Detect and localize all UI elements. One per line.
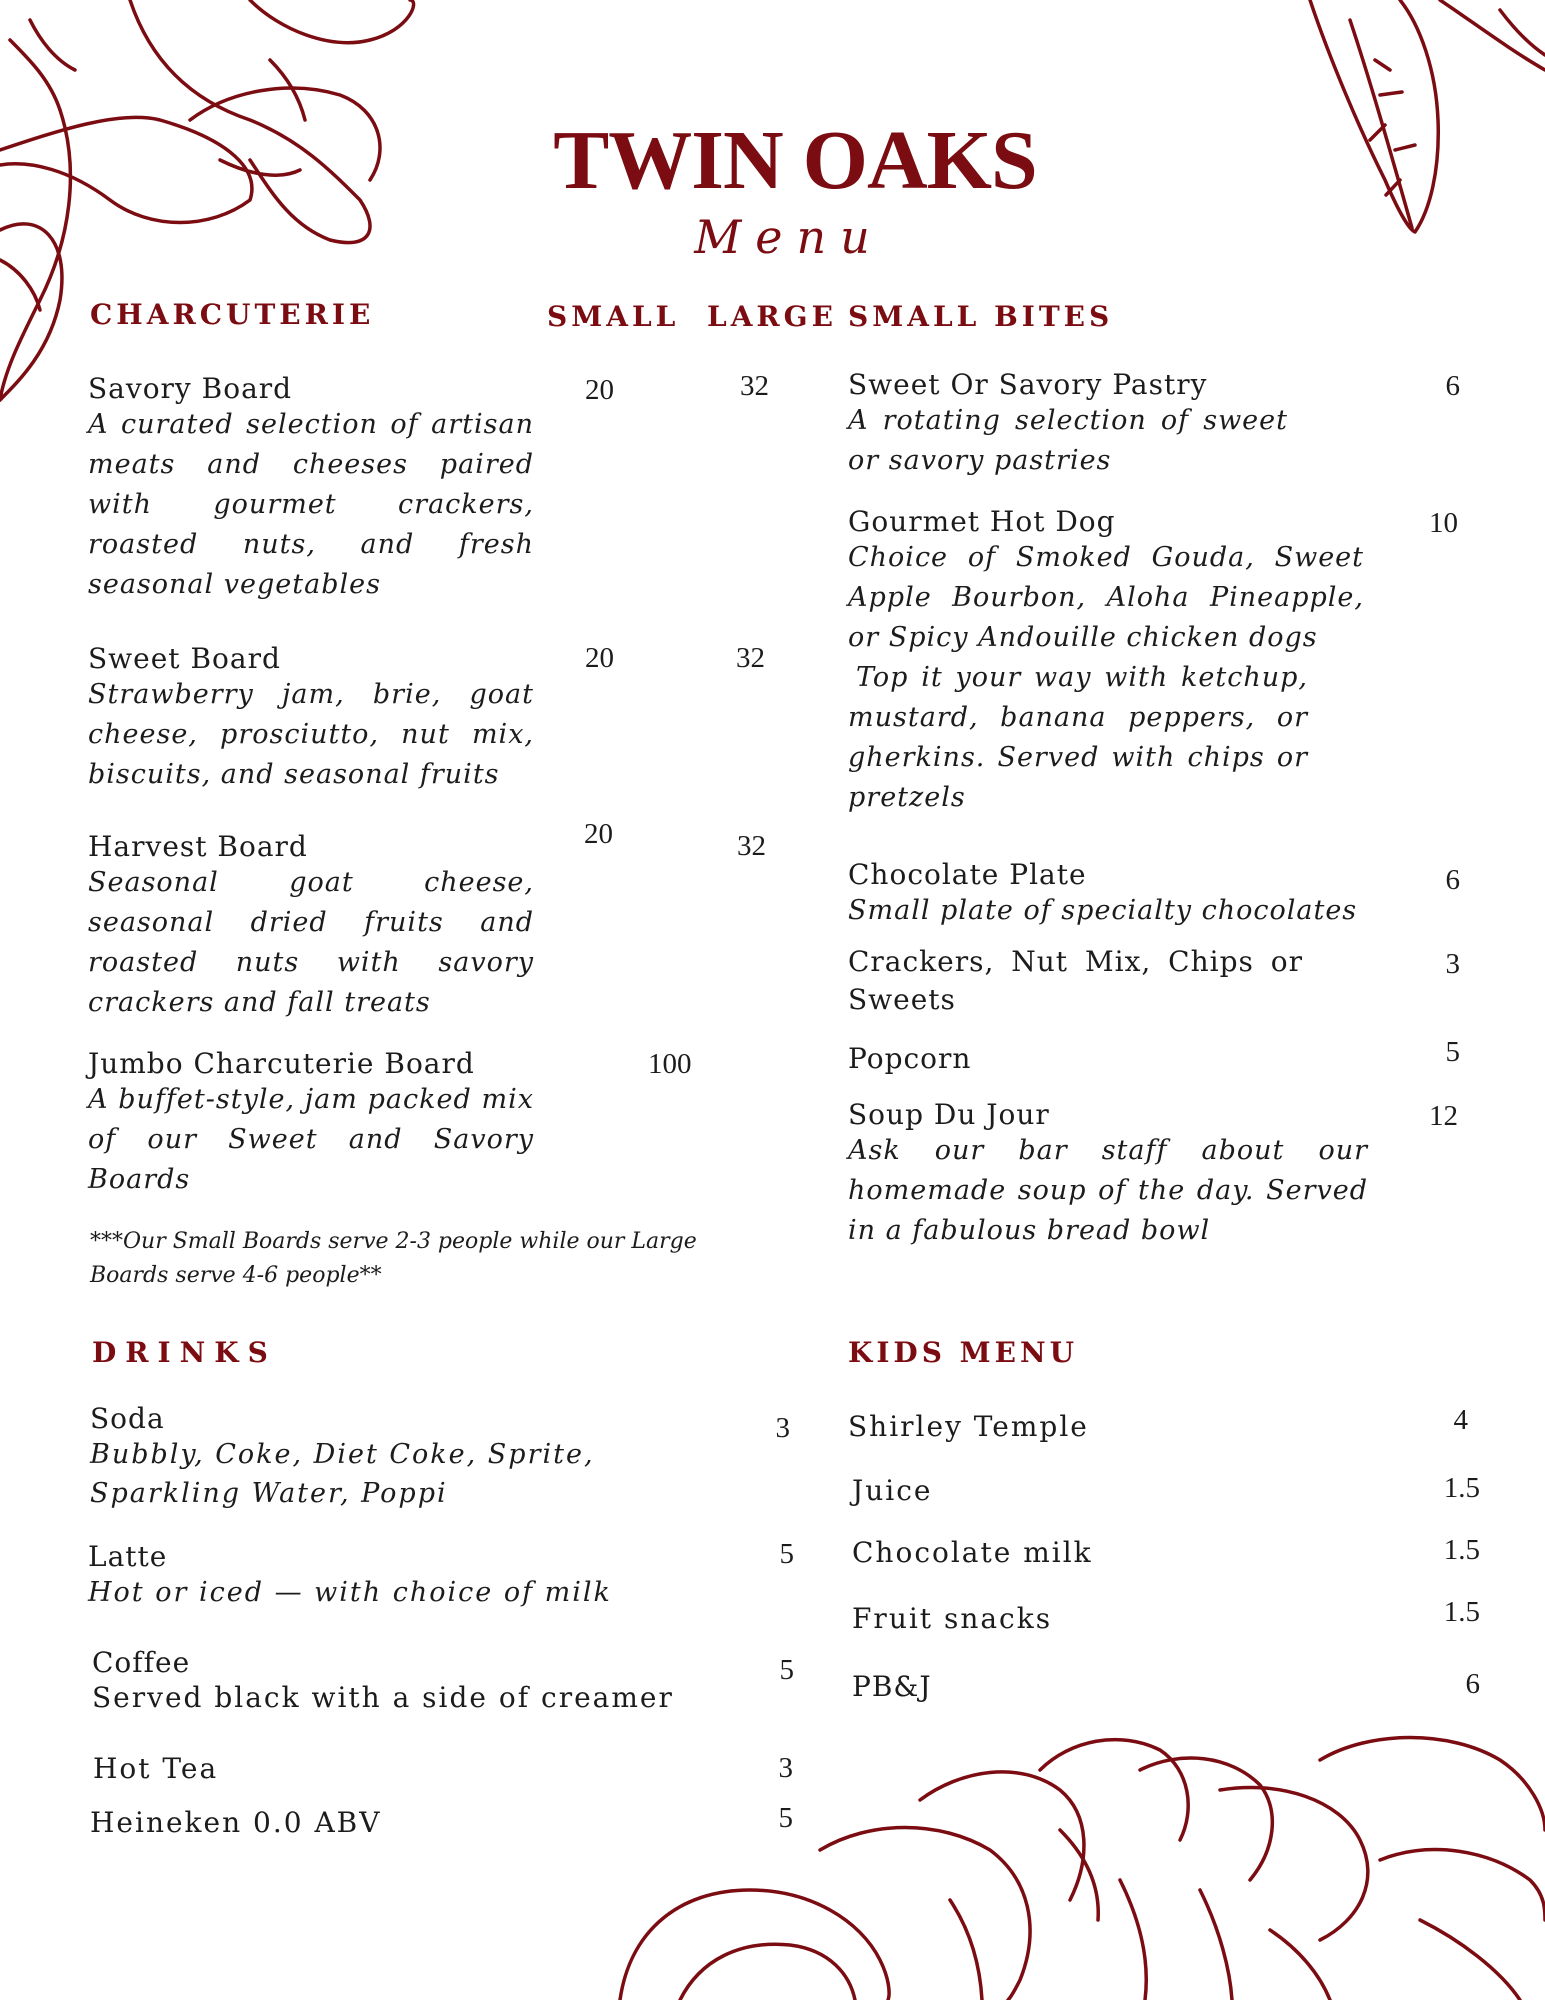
- menu-item-fruit-snacks: Fruit snacks: [852, 1602, 1053, 1635]
- item-description: A buffet-style, jam packed mix of our Sweet and Savory Boards: [88, 1084, 534, 1195]
- item-description: Choice of Smoked Gouda, Sweet Apple Bourbon, Aloha Pineapple, or Spicy Andouille chicken dogs: [848, 542, 1364, 653]
- menu-item-chocolate-plate: [848, 858, 1378, 931]
- item-name: Sweet Board: [88, 642, 281, 675]
- item-description: Ask our bar staff about our homemade soup of the day. Served in a fabulous bread bowl: [848, 1135, 1368, 1246]
- menu-item-soup-du-jour: [848, 1098, 1368, 1251]
- small-bites-heading: SMALL BITES: [848, 300, 1114, 333]
- menu-item-chocolate-milk: Chocolate milk: [852, 1536, 1093, 1569]
- drinks-heading: DRINKS: [92, 1336, 277, 1369]
- price: 5: [1445, 1036, 1460, 1068]
- item-description: Small plate of specialty chocolates: [848, 895, 1358, 926]
- small-price: 20: [584, 818, 613, 850]
- small-price: 20: [585, 374, 614, 406]
- item-description: A curated selection of artisan meats and cheeses paired with gourmet crackers, roasted nuts, and fresh seasonal vegetables: [88, 409, 534, 600]
- price: 1.5: [1443, 1534, 1480, 1566]
- large-column-heading: LARGE: [707, 300, 837, 333]
- item-description: Bubbly, Coke, Diet Coke, Sprite, Sparkling Water, Poppi: [90, 1439, 595, 1509]
- price: 5: [779, 1538, 794, 1570]
- menu-item-soda: [90, 1402, 710, 1513]
- menu-item-savory-board: [88, 372, 534, 605]
- menu-item-latte: [88, 1540, 728, 1613]
- menu-item-jumbo-charcuterie-board: [88, 1047, 534, 1200]
- menu-item-sweet-board: [88, 642, 534, 795]
- charcuterie-heading: CHARCUTERIE: [90, 298, 375, 331]
- item-name: Sweet Or Savory Pastry: [848, 368, 1208, 401]
- large-price: 32: [737, 830, 766, 862]
- item-name: Coffee: [92, 1646, 191, 1679]
- item-description: Seasonal goat cheese, seasonal dried fruits and roasted nuts with savory crackers and fall treats: [88, 867, 534, 1018]
- item-name: Harvest Board: [88, 830, 308, 863]
- menu-item-gourmet-hot-dog: [848, 505, 1364, 818]
- price: 100: [648, 1048, 692, 1080]
- price: 3: [1445, 948, 1460, 980]
- item-description: A rotating selection of sweet or savory pastries: [848, 405, 1288, 476]
- price: 1.5: [1443, 1596, 1480, 1628]
- menu-item-juice: Juice: [852, 1474, 933, 1507]
- item-name: Chocolate Plate: [848, 858, 1087, 891]
- menu-item-hot-tea: Hot Tea: [93, 1752, 219, 1785]
- item-name: Gourmet Hot Dog: [848, 505, 1116, 538]
- menu-item-pastry: [848, 368, 1368, 481]
- item-name: Latte: [88, 1540, 168, 1573]
- large-price: 32: [740, 370, 769, 402]
- restaurant-name: TWIN OAKS: [553, 114, 1037, 207]
- price: 6: [1445, 864, 1460, 896]
- item-description: Strawberry jam, brie, goat cheese, prosciutto, nut mix, biscuits, and seasonal fruits: [88, 679, 534, 790]
- item-name: Soda: [90, 1402, 165, 1435]
- menu-item-pbj: PB&J: [852, 1670, 932, 1703]
- item-name: Soup Du Jour: [848, 1098, 1050, 1131]
- price: 5: [778, 1802, 793, 1834]
- menu-item-popcorn: Popcorn: [848, 1042, 972, 1075]
- price: 5: [779, 1654, 794, 1686]
- small-column-heading: SMALL: [547, 300, 680, 333]
- item-description: Served black with a side of creamer: [92, 1681, 674, 1714]
- small-price: 20: [585, 642, 614, 674]
- price: 12: [1429, 1100, 1458, 1132]
- menu-subtitle: Menu: [694, 210, 884, 264]
- price: 6: [1445, 370, 1460, 402]
- menu-item-heineken: Heineken 0.0 ABV: [90, 1806, 382, 1839]
- menu-item-shirley-temple: Shirley Temple: [848, 1410, 1089, 1443]
- price: 3: [778, 1752, 793, 1784]
- item-description: Hot or iced — with choice of milk: [88, 1577, 612, 1608]
- menu-item-crackers-nut-mix: Crackers, Nut Mix, Chips or Sweets: [848, 945, 1303, 1016]
- item-description-extra: Top it your way with ketchup, mustard, banana peppers, or gherkins. Served with chips or pretzels: [848, 662, 1308, 813]
- price: 1.5: [1443, 1472, 1480, 1504]
- menu-item-coffee: [92, 1646, 732, 1717]
- large-price: 32: [736, 642, 765, 674]
- price: 6: [1465, 1668, 1480, 1700]
- menu-item-harvest-board: [88, 830, 534, 1023]
- item-name: Jumbo Charcuterie Board: [88, 1047, 475, 1080]
- kids-menu-heading: KIDS MENU: [848, 1336, 1079, 1369]
- price: 4: [1453, 1404, 1468, 1436]
- item-name: Savory Board: [88, 372, 293, 405]
- boards-serving-note: ***Our Small Boards serve 2-3 people while our Large Boards serve 4-6 people**: [90, 1229, 697, 1288]
- price: 10: [1429, 507, 1458, 539]
- price: 3: [775, 1412, 790, 1444]
